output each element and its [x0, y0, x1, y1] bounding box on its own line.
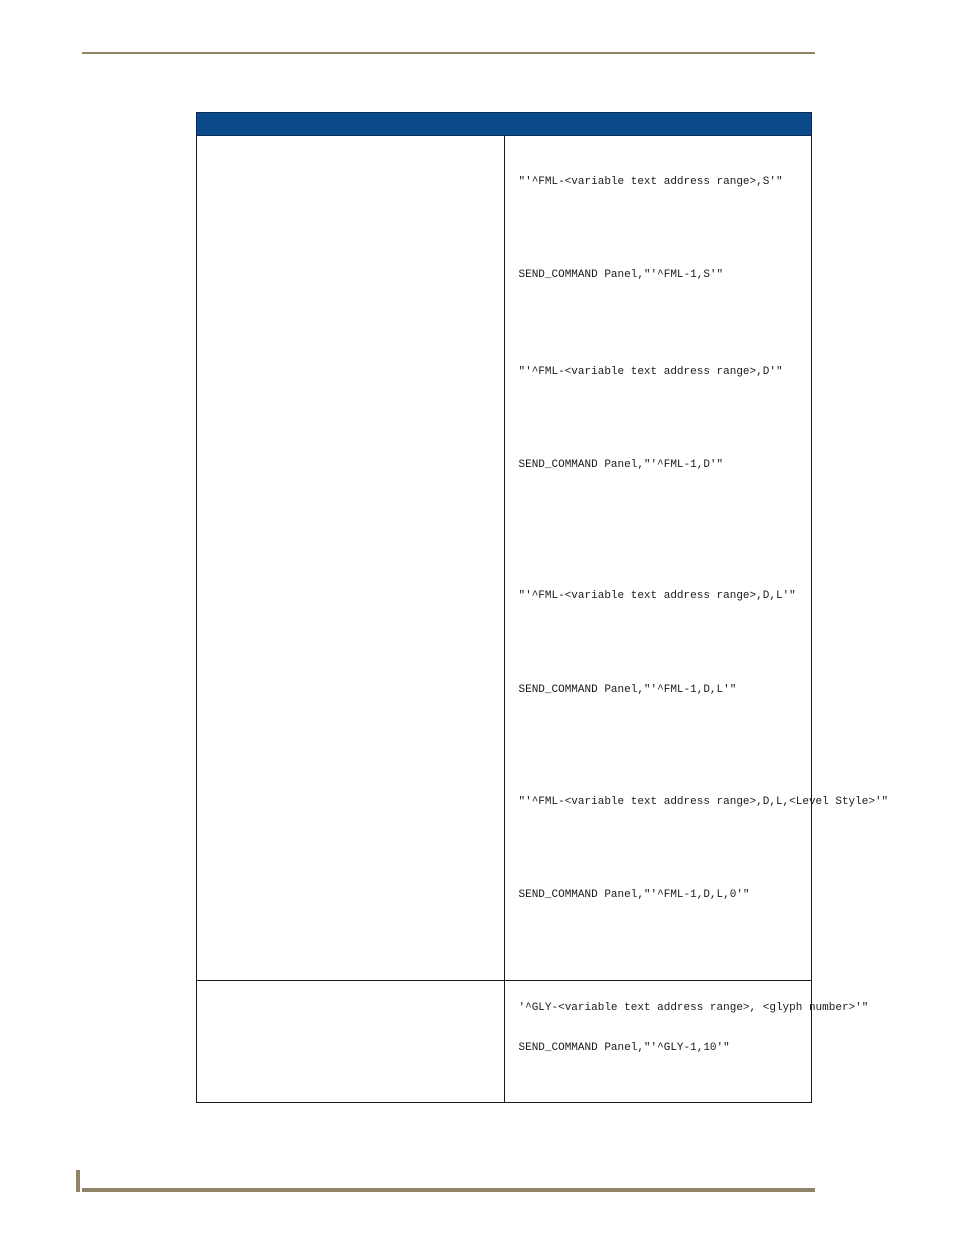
example-line: SEND_COMMAND Panel,"'^FML-1,D,L,0'"	[518, 889, 750, 901]
table-row	[197, 981, 812, 1103]
command-table	[196, 112, 889, 1103]
example-line: SEND_COMMAND Panel,"'^FML-1,S'"	[518, 269, 724, 281]
table-header-row	[197, 113, 812, 136]
syntax-line: "'^FML-<variable text address range>,D,L'"	[518, 590, 796, 602]
header-rule	[82, 52, 815, 54]
syntax-line: '^GLY-<variable text address range>, <glyph number>'"	[518, 1002, 869, 1014]
example-line: SEND_COMMAND Panel,"'^GLY-1,10'"	[518, 1042, 730, 1054]
syntax-line: "'^FML-<variable text address range>,D,L,<Level Style>'"	[518, 796, 889, 808]
syntax-line: "'^FML-<variable text address range>,D'"	[518, 366, 783, 378]
syntax-line: "'^FML-<variable text address range>,S'"	[518, 176, 783, 188]
command-name-cell	[197, 981, 505, 1103]
table-row	[197, 136, 812, 981]
footer-corner-rule	[76, 1170, 80, 1192]
table-header	[197, 113, 812, 136]
command-description-cell	[504, 981, 869, 1103]
example-line: SEND_COMMAND Panel,"'^FML-1,D,L'"	[518, 684, 737, 696]
command-description-cell	[504, 136, 889, 981]
footer-rule	[82, 1188, 815, 1192]
command-name-cell	[197, 136, 505, 981]
example-line: SEND_COMMAND Panel,"'^FML-1,D'"	[518, 459, 724, 471]
